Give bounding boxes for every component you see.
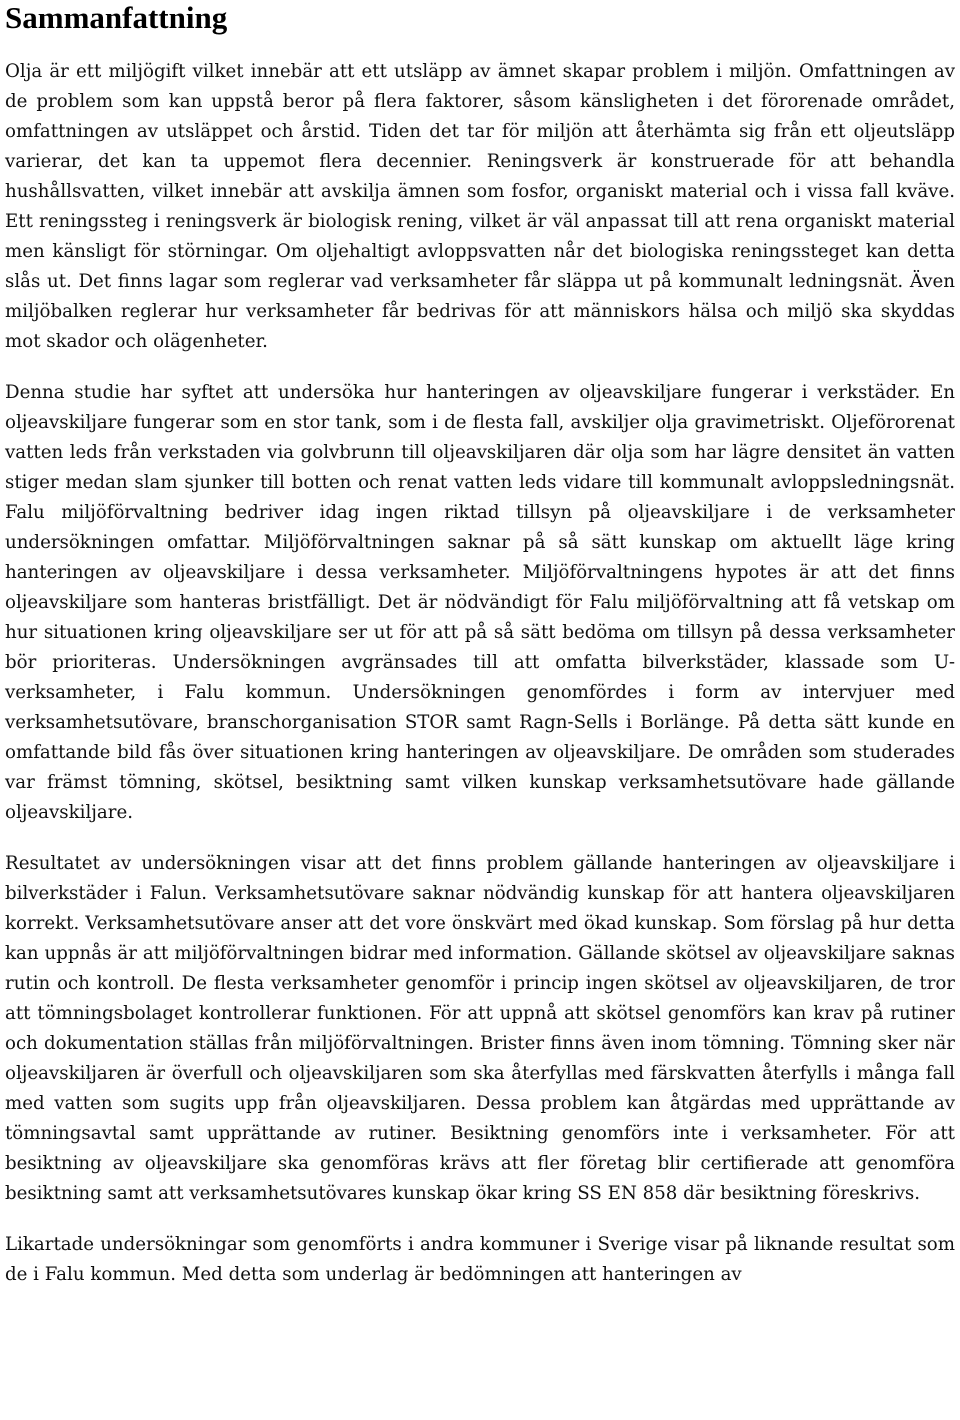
section-heading: Sammanfattning (5, 0, 228, 35)
summary-paragraph-1: Olja är ett miljögift vilket innebär att ett utsläpp av ämnet skapar problem i miljön. Omfattningen av de problem som kan uppstå beror på flera faktorer, såsom känsligheten i det förorenade området, omfattningen av utsläppet och årstid. Tiden det tar för miljön att återhämta sig från ett oljeutsläpp varierar, det kan ta uppemot flera decennier. Reningsverk är konstruerade för att behandla hushållsvatten, vilket innebär att avskilja ämnen som fosfor, organiskt material och i vissa fall kväve. Ett reningssteg i reningsverk är biologisk rening, vilket är väl anpassat till att rena organiskt material men känsligt för störningar. Om oljehaltigt avloppsvatten når det biologiska reningssteget kan detta slås ut. Det finns lagar som reglerar vad verksamheter får släppa ut på kommunalt ledningsnät. Även miljöbalken reglerar hur verksamheter får bedrivas för att människors hälsa och miljö ska skyddas mot skador och olägenheter. (5, 61, 955, 352)
summary-paragraph-4: Likartade undersökningar som genomförts i andra kommuner i Sverige visar på liknande resultat som de i Falu kommun. Med detta som underlag är bedömningen att hanteringen av (5, 1234, 955, 1285)
summary-paragraph-2: Denna studie har syftet att undersöka hur hanteringen av oljeavskiljare fungerar i verkstäder. En oljeavskiljare fungerar som en stor tank, som i de flesta fall, avskiljer olja gravimetriskt. Oljeförorenat vatten leds från verkstaden via golvbrunn till oljeavskiljaren där olja som har lägre densitet än vatten stiger medan slam sjunker till botten och renat vatten leds vidare till kommunalt avloppsledningsnät. Falu miljöförvaltning bedriver idag ingen riktad tillsyn på oljeavskiljare i de verksamheter undersökningen omfattar. Miljöförvaltningen saknar på så sätt kunskap om aktuellt läge kring hanteringen av oljeavskiljare i dessa verksamheter. Miljöförvaltningens hypotes är att det finns oljeavskiljare som hanteras bristfälligt. Det är nödvändigt för Falu miljöförvaltning att få vetskap om hur situationen kring oljeavskiljare ser ut för att på så sätt bedöma om tillsyn på dessa verksamheter bör prioriteras. Undersökningen avgränsades till att omfatta bilverkstäder, klassade som U-verksamheter, i Falu kommun. Undersökningen genomfördes i form av intervjuer med verksamhetsutövare, branschorganisation STOR samt Ragn-Sells i Borlänge. På detta sätt kunde en omfattande bild fås över situationen kring hanteringen av oljeavskiljare. De områden som studerades var främst tömning, skötsel, besiktning samt vilken kunskap verksamhetsutövare hade gällande oljeavskiljare. (5, 382, 955, 823)
summary-paragraph-3: Resultatet av undersökningen visar att det finns problem gällande hanteringen av oljeavskiljare i bilverkstäder i Falun. Verksamhetsutövare saknar nödvändig kunskap för att hantera oljeavskiljaren korrekt. Verksamhetsutövare anser att det vore önskvärt med ökad kunskap. Som förslag på hur detta kan uppnås är att miljöförvaltningen bidrar med information. Gällande skötsel av oljeavskiljare saknas rutin och kontroll. De flesta verksamheter genomför i princip ingen skötsel av oljeavskiljaren, de tror att tömningsbolaget kontrollerar funktionen. För att uppnå att skötsel genomförs kan krav på rutiner och dokumentation ställas från miljöförvaltningen. Brister finns även inom tömning. Tömning sker när oljeavskiljaren är överfull och oljeavskiljaren som ska återfyllas med färskvatten återfylls i många fall med vatten som sugits upp från oljeavskiljaren. Dessa problem kan åtgärdas med upprättande av tömningsavtal samt upprättande av rutiner. Besiktning genomförs inte i verksamheter. För att besiktning av oljeavskiljare ska genomföras krävs att fler företag blir certifierade att genomföra besiktning samt att verksamhetsutövares kunskap ökar kring SS EN 858 där besiktning föreskrivs. (5, 853, 955, 1204)
document-page (5, 0, 955, 1290)
